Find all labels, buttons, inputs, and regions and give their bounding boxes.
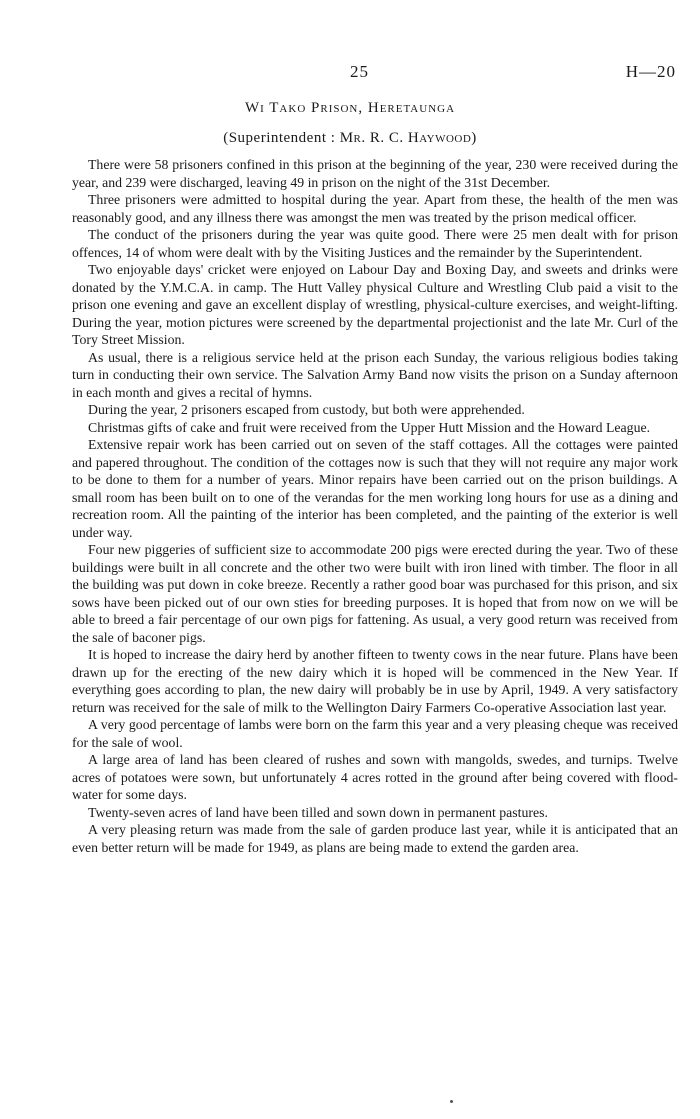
paragraph-health: Three prisoners were admitted to hospital during the year. Apart from these, the health of the men was reasonably good, and any illness there was amongst the men was treated by the prison medical officer. (72, 192, 678, 225)
paragraph-prisoner-numbers: There were 58 prisoners confined in this prison at the beginning of the year, 230 were received during the year, and 239 were discharged, leaving 49 in prison on the night of the 31st December. (72, 157, 678, 190)
report-reference: H—20 (625, 62, 676, 81)
section-title: Wi Tako Prison, Heretaunga (244, 100, 456, 116)
paragraph-religious-services: As usual, there is a religious service held at the prison each Sunday, the various religious bodies taking turn in conducting their own service. The Salvation Army Band now visits the prison on a Sunday afternoon in each month and gives a recital of hymns. (72, 349, 678, 400)
print-speck (450, 1100, 453, 1103)
paragraph-dairy: It is hoped to increase the dairy herd by another fifteen to twenty cows in the near future. Plans have been drawn up for the erecting of the new dairy which it is hoped will be commenced in the New Year. If everything goes according to plan, the new dairy will probably be in use by April, 1949. A very satisfactory return was received for the sale of milk to the Wellington Dairy Farmers Co-operative Association last year. (72, 647, 678, 715)
paragraph-pastures: Twenty-seven acres of land have been tilled and sown down in permanent pastures. (88, 804, 548, 820)
paragraph-garden: A very pleasing return was made from the sale of garden produce last year, while it is anticipated that an even better return will be made for 1949, as plans are being made to extend the garden area. (72, 822, 678, 855)
page-header (0, 62, 700, 82)
paragraph-lambs-wool: A very good percentage of lambs were born on the farm this year and a very pleasing cheque was received for the sale of wool. (72, 717, 678, 750)
paragraph-christmas-gifts: Christmas gifts of cake and fruit were received from the Upper Hutt Mission and the Howard League. (88, 419, 651, 435)
paragraph-repairs: Extensive repair work has been carried out on seven of the staff cottages. All the cottages were painted and papered throughout. The condition of the cottages now is such that they will not require any major work to be done to them for a number of years. Minor repairs have been carried out on the prison buildings. A small room has been built on to one of the verandas for the men working long hours for use as a dining and recreation room. All the painting of the interior has been completed, and the painting of the exterior is well under way. (72, 437, 678, 540)
paragraph-crops: A large area of land has been cleared of rushes and sown with mangolds, swedes, and turnips. Twelve acres of potatoes were sown, but unfortunately 4 acres rotted in the ground after being covered with flood-water for some days. (72, 752, 678, 802)
subtitle-suffix: ) (471, 130, 477, 146)
paragraph-recreation: Two enjoyable days' cricket were enjoyed on Labour Day and Boxing Day, and sweets and drinks were donated by the Y.M.C.A. in camp. The Hutt Valley physical Culture and Wrestling Club paid a visit to the prison one evening and gave an excellent display of wrestling, physical-culture exercises, and weight-lifting. During the year, motion pictures were screened by the departmental projectionist and the late Mr. Curl of the Tory Street Mission. (72, 262, 678, 347)
superintendent-name: Mr. R. C. Haywood (339, 130, 472, 146)
paragraph-piggeries: Four new piggeries of sufficient size to accommodate 200 pigs were erected during the year. Two of these buildings were built in all concrete and the other two were built with iron lined with timber. The floor in all the building was put down in coke breeze. Recently a rather good boar was purchased for this prison, and six sows have been picked out of our own sties for breeding purposes. It is hoped that from now on we will be able to breed a fair percentage of our own pigs for fattening. As usual, a very good return was received from the sale of baconer pigs. (72, 542, 678, 645)
page-number: 25 (350, 62, 369, 81)
paragraph-conduct: The conduct of the prisoners during the year was quite good. There were 25 men dealt with for prison offences, 14 of whom were dealt with by the Visiting Justices and the remainder by the Superintendent. (72, 227, 678, 260)
section-subtitle (0, 130, 700, 147)
paragraph-escapes: During the year, 2 prisoners escaped from custody, but both were apprehended. (88, 402, 525, 417)
subtitle-prefix: (Superintendent : (223, 130, 340, 146)
report-body (72, 156, 678, 856)
